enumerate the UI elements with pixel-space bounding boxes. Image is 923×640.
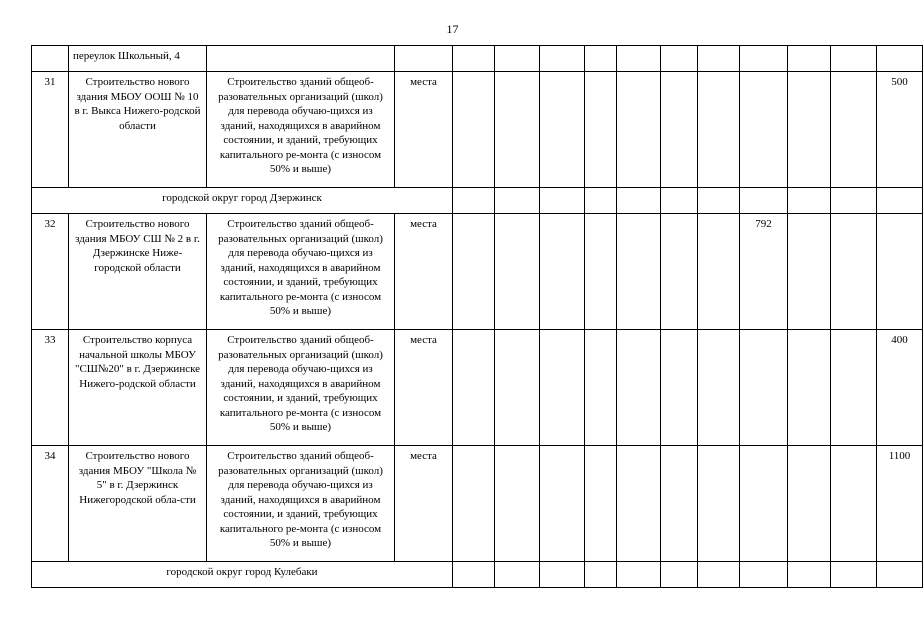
cell-value bbox=[453, 446, 495, 562]
cell-value bbox=[788, 188, 831, 214]
cell-num: 32 bbox=[32, 214, 69, 330]
cell-value bbox=[788, 46, 831, 72]
cell-purpose: Строительство зданий общеоб-разовательных организаций (школ) для перевода обучаю-щихся из зданий, находящихся в аварийном состоянии, и зданий, требующих капитального ре-монта (с износом 50% и выше) bbox=[207, 330, 395, 446]
section-row bbox=[32, 562, 923, 588]
cell-purpose: Строительство зданий общеоб-разовательных организаций (школ) для перевода обучаю-щихся из зданий, находящихся в аварийном состоянии, и зданий, требующих капитального ре-монта (с износом 50% и выше) bbox=[207, 72, 395, 188]
cell-value bbox=[585, 72, 617, 188]
cell-value bbox=[585, 562, 617, 588]
cell-value bbox=[877, 214, 923, 330]
cell-unit: места bbox=[395, 330, 453, 446]
cell-value bbox=[585, 330, 617, 446]
cell-value bbox=[453, 188, 495, 214]
cell-value bbox=[698, 562, 740, 588]
cell-purpose bbox=[207, 46, 395, 72]
cell-value: 792 bbox=[740, 214, 788, 330]
cell-value bbox=[788, 72, 831, 188]
cell-value: 500 bbox=[877, 72, 923, 188]
table-row bbox=[32, 446, 923, 562]
cell-value bbox=[740, 46, 788, 72]
cell-value bbox=[585, 446, 617, 562]
cell-value bbox=[740, 72, 788, 188]
cell-unit bbox=[395, 46, 453, 72]
cell-value bbox=[495, 46, 540, 72]
table-row bbox=[32, 214, 923, 330]
cell-value bbox=[453, 562, 495, 588]
section-row bbox=[32, 188, 923, 214]
cell-value bbox=[788, 446, 831, 562]
cell-value bbox=[831, 214, 877, 330]
cell-value bbox=[661, 562, 698, 588]
cell-value: 400 bbox=[877, 330, 923, 446]
cell-num: 33 bbox=[32, 330, 69, 446]
cell-value bbox=[831, 330, 877, 446]
cell-value bbox=[740, 188, 788, 214]
cell-name: Строительство нового здания МБОУ ООШ № 10 в г. Выкса Нижего-родской области bbox=[69, 72, 207, 188]
cell-unit: места bbox=[395, 446, 453, 562]
cell-value bbox=[540, 562, 585, 588]
cell-value bbox=[698, 214, 740, 330]
cell-value bbox=[495, 446, 540, 562]
cell-unit: места bbox=[395, 72, 453, 188]
cell-value bbox=[585, 46, 617, 72]
cell-value bbox=[617, 446, 661, 562]
cell-value bbox=[831, 562, 877, 588]
cell-value bbox=[585, 188, 617, 214]
cell-value bbox=[698, 188, 740, 214]
cell-value bbox=[453, 214, 495, 330]
cell-value bbox=[740, 446, 788, 562]
cell-value bbox=[617, 46, 661, 72]
cell-value bbox=[877, 188, 923, 214]
cell-value bbox=[540, 188, 585, 214]
cell-purpose: Строительство зданий общеоб-разовательных организаций (школ) для перевода обучаю-щихся из зданий, находящихся в аварийном состоянии, и зданий, требующих капитального ре-монта (с износом 50% и выше) bbox=[207, 214, 395, 330]
cell-value bbox=[698, 46, 740, 72]
cell-value bbox=[540, 330, 585, 446]
cell-value bbox=[788, 214, 831, 330]
cell-value bbox=[740, 330, 788, 446]
cell-value bbox=[698, 446, 740, 562]
cell-value bbox=[495, 330, 540, 446]
cell-value bbox=[453, 72, 495, 188]
cell-value bbox=[540, 446, 585, 562]
cell-value bbox=[495, 214, 540, 330]
cell-name: переулок Школьный, 4 bbox=[69, 46, 207, 72]
section-label: городской округ город Кулебаки bbox=[32, 562, 453, 588]
cell-value bbox=[831, 72, 877, 188]
cell-value bbox=[495, 72, 540, 188]
cell-value bbox=[540, 72, 585, 188]
cell-value bbox=[585, 214, 617, 330]
cell-value bbox=[877, 562, 923, 588]
cell-value bbox=[617, 72, 661, 188]
cell-value bbox=[540, 214, 585, 330]
page-number: 17 bbox=[446, 22, 459, 36]
cell-value bbox=[661, 46, 698, 72]
cell-value bbox=[698, 72, 740, 188]
cell-value bbox=[698, 330, 740, 446]
cell-num: 31 bbox=[32, 72, 69, 188]
cell-num bbox=[32, 46, 69, 72]
investment-table bbox=[31, 45, 923, 588]
cell-value bbox=[617, 330, 661, 446]
table-row bbox=[32, 46, 923, 72]
cell-value bbox=[617, 214, 661, 330]
cell-value bbox=[617, 562, 661, 588]
cell-value bbox=[740, 562, 788, 588]
cell-value bbox=[540, 46, 585, 72]
cell-value bbox=[831, 188, 877, 214]
cell-name: Строительство корпуса начальной школы МБОУ "СШ№20" в г. Дзержинске Нижего-родской области bbox=[69, 330, 207, 446]
cell-value bbox=[831, 46, 877, 72]
cell-purpose: Строительство зданий общеоб-разовательных организаций (школ) для перевода обучаю-щихся из зданий, находящихся в аварийном состоянии, и зданий, требующих капитального ре-монта (с износом 50% и выше) bbox=[207, 446, 395, 562]
cell-value bbox=[495, 562, 540, 588]
table-row bbox=[32, 72, 923, 188]
cell-value bbox=[453, 330, 495, 446]
cell-value bbox=[661, 446, 698, 562]
table-body bbox=[32, 46, 923, 588]
cell-value bbox=[661, 330, 698, 446]
cell-value bbox=[661, 72, 698, 188]
cell-name: Строительство нового здания МБОУ СШ № 2 в г. Дзержинске Ниже-городской области bbox=[69, 214, 207, 330]
cell-value bbox=[831, 446, 877, 562]
cell-value bbox=[495, 188, 540, 214]
cell-value bbox=[661, 188, 698, 214]
cell-num: 34 bbox=[32, 446, 69, 562]
table-row bbox=[32, 330, 923, 446]
cell-value bbox=[788, 562, 831, 588]
cell-value bbox=[877, 46, 923, 72]
cell-value bbox=[788, 330, 831, 446]
cell-value bbox=[617, 188, 661, 214]
section-label: городской округ город Дзержинск bbox=[32, 188, 453, 214]
cell-value: 1100 bbox=[877, 446, 923, 562]
cell-name: Строительство нового здания МБОУ "Школа № 5" в г. Дзержинск Нижегородской обла-сти bbox=[69, 446, 207, 562]
cell-value bbox=[453, 46, 495, 72]
cell-unit: места bbox=[395, 214, 453, 330]
cell-value bbox=[661, 214, 698, 330]
